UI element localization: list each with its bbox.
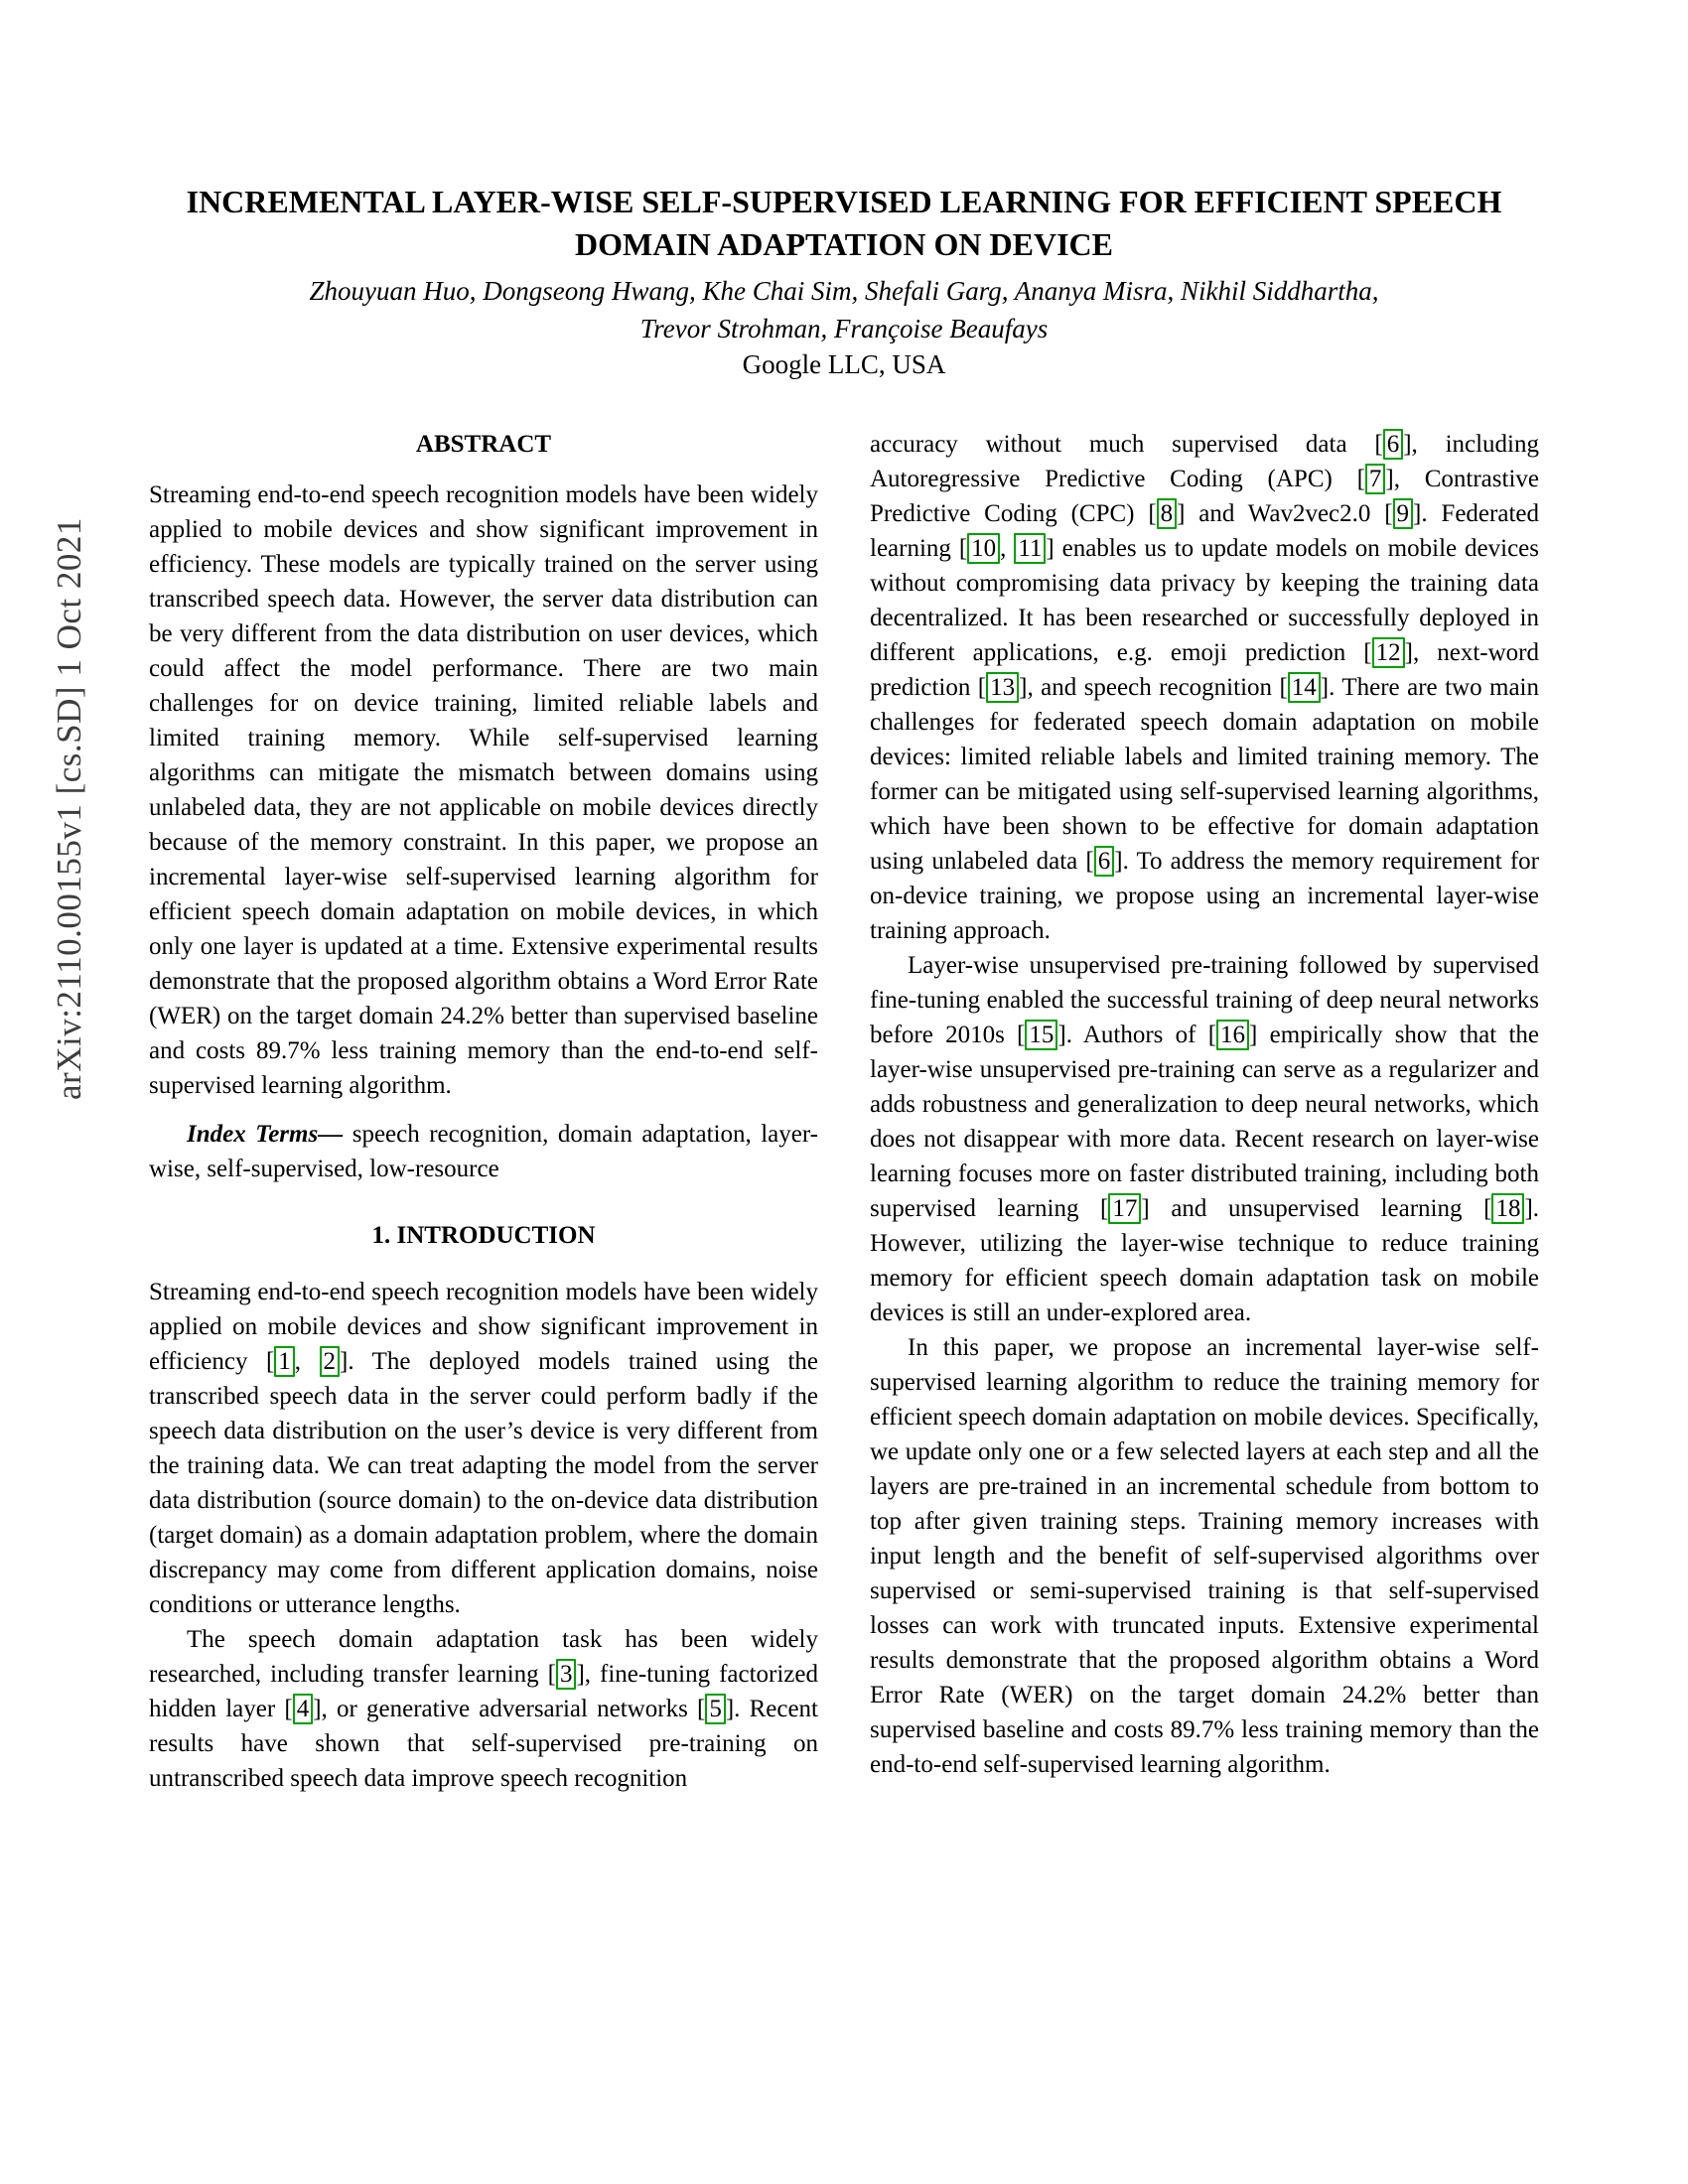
abstract-heading: ABSTRACT bbox=[415, 431, 552, 458]
citation-link[interactable]: 1 bbox=[274, 1346, 295, 1377]
citation-link[interactable]: 4 bbox=[293, 1694, 314, 1724]
citation-link[interactable]: 3 bbox=[556, 1659, 577, 1690]
citation-link[interactable]: 13 bbox=[986, 672, 1019, 703]
two-column-body bbox=[149, 427, 1539, 1796]
intro-paragraph-2: The speech domain adaptation task has been widely researched, including transfer learning [ 3 ], fine-tuning factorized hidden layer [ 4 ], or generative adversarial networks [ 5 ]. Recent results have shown that self-supervised pre-training on untranscribed speech data improve speech recognition bbox=[149, 1626, 818, 1792]
right-column bbox=[870, 427, 1539, 1796]
citation-link[interactable]: 12 bbox=[1372, 637, 1405, 668]
citation-link[interactable]: 18 bbox=[1491, 1193, 1524, 1224]
left-column bbox=[149, 427, 818, 1796]
paper-title-line-2: DOMAIN ADAPTATION ON DEVICE bbox=[575, 226, 1113, 262]
citation-link[interactable]: 6 bbox=[1383, 429, 1404, 460]
authors-line-1: Zhouyuan Huo, Dongseong Hwang, Khe Chai Sim, Shefali Garg, Ananya Misra, Nikhil Siddhartha, bbox=[309, 276, 1379, 306]
citation-link[interactable]: 7 bbox=[1365, 464, 1386, 494]
arxiv-watermark: arXiv:2110.00155v1 [cs.SD] 1 Oct 2021 bbox=[50, 517, 88, 1100]
intro-paragraph-4: In this paper, we propose an incremental layer-wise self-supervised learning algorithm to reduce the training memory for efficient speech domain adaptation on mobile devices. Specifically, we update only one or a few selected layers at each step and all the layers are pre-trained in an incremental schedule from bottom to top after given training steps. Training memory increases with input length and the benefit of self-supervised algorithms over supervised or semi-supervised training is that self-supervised losses can work with truncated inputs. Extensive experimental results demonstrate that the proposed algorithm obtains a Word Error Rate (WER) on the target domain 24.2% better than supervised baseline and costs 89.7% less training memory than the end-to-end self-supervised learning algorithm. bbox=[870, 1334, 1539, 1778]
citation-link[interactable]: 10 bbox=[967, 533, 1000, 564]
citation-link[interactable]: 2 bbox=[320, 1346, 341, 1377]
citation-link[interactable]: 8 bbox=[1157, 498, 1178, 529]
citation-link[interactable]: 6 bbox=[1094, 846, 1115, 877]
index-terms bbox=[149, 1117, 818, 1186]
abstract-text: Streaming end-to-end speech recognition models have been widely applied to mobile devices and show significant improvement in efficiency. These models are typically trained on the server using transcribed speech data. However, the server data distribution can be very different from the data distribution on user devices, which could affect the model performance. There are two main challenges for on device training, limited reliable labels and limited training memory. While self-supervised learning algorithms can mitigate the mismatch between domains using unlabeled data, they are not applicable on mobile devices directly because of the memory constraint. In this paper, we propose an incremental layer-wise self-supervised learning algorithm for efficient speech domain adaptation on mobile devices, in which only one layer is updated at a time. Extensive experimental results demonstrate that the proposed algorithm obtains a Word Error Rate (WER) on the target domain 24.2% better than supervised baseline and costs 89.7% less training memory than the end-to-end self-supervised learning algorithm. bbox=[149, 481, 818, 1099]
citation-link[interactable]: 5 bbox=[705, 1694, 726, 1724]
citation-link[interactable]: 16 bbox=[1216, 1020, 1249, 1050]
citation-link[interactable]: 15 bbox=[1025, 1020, 1057, 1050]
citation-link[interactable]: 9 bbox=[1393, 498, 1414, 529]
citation-link[interactable]: 14 bbox=[1288, 672, 1321, 703]
authors-line-2: Trevor Strohman, Françoise Beaufays bbox=[639, 314, 1049, 343]
intro-paragraph-3: Layer-wise unsupervised pre-training followed by supervised fine-tuning enabled the successful training of deep neural networks before 2010s [ 15 ]. Authors of [ 16 ] empirically show that the layer-wise unsupervised pre-training can serve as a regularizer and adds robustness and generalization to deep neural networks, which does not disappear with more data. Recent research on layer-wise learning focuses more on faster distributed training, including both supervised learning [ 17 ] and unsupervised learning [ 18 ]. However, utilizing the layer-wise technique to reduce training memory for efficient speech domain adaptation task on mobile devices is still an under-explored area. bbox=[870, 952, 1540, 1326]
intro-paragraph-2-continued: accuracy without much supervised data [ 6 ], including Autoregressive Predictive Coding (APC) [ 7 ], Contrastive Predictive Coding (CPC) [ 8 ] and Wav2vec2.0 [ 9 ]. Federated learning [ 10 , 11 ] enables us to update models on mobile devices without compromising data privacy by keeping the training data decentralized. It has been researched or successfully deployed in different applications, e.g. emoji prediction [ 12 ], next-word prediction [ 13 ], and speech recognition [ 14 ]. There are two main challenges for federated speech domain adaptation on mobile devices: limited reliable labels and limited training memory. The former can be mitigated using self-supervised learning algorithms, which have been shown to be effective for domain adaptation using unlabeled data [ 6 ]. To address the memory requirement for on-device training, we propose using an incremental layer-wise training approach. bbox=[870, 431, 1540, 944]
authors-block bbox=[139, 272, 1549, 347]
intro-paragraph-1: Streaming end-to-end speech recognition models have been widely applied on mobile devices and show significant improvement in efficiency [ 1 , 2 ]. The deployed models trained using the transcribed speech data in the server could perform badly if the speech data distribution on the user’s device is very different from the training data. We can treat adapting the model from the server data distribution (source domain) to the on-device data distribution (target domain) as a domain adaptation problem, where the domain discrepancy may come from different application domains, noise conditions or utterance lengths. bbox=[149, 1279, 818, 1618]
citation-link[interactable]: 11 bbox=[1014, 533, 1046, 564]
introduction-heading: 1. INTRODUCTION bbox=[371, 1222, 596, 1249]
paper-title-line-1: INCREMENTAL LAYER-WISE SELF-SUPERVISED LEARNING FOR EFFICIENT SPEECH bbox=[186, 184, 1502, 219]
page-title bbox=[99, 181, 1589, 266]
index-terms-text: speech recognition, domain adaptation, layer-wise, self-supervised, low-resource bbox=[149, 1121, 818, 1182]
index-terms-label: Index Terms— bbox=[187, 1121, 344, 1148]
citation-link[interactable]: 17 bbox=[1108, 1193, 1141, 1224]
affiliation: Google LLC, USA bbox=[742, 349, 946, 379]
